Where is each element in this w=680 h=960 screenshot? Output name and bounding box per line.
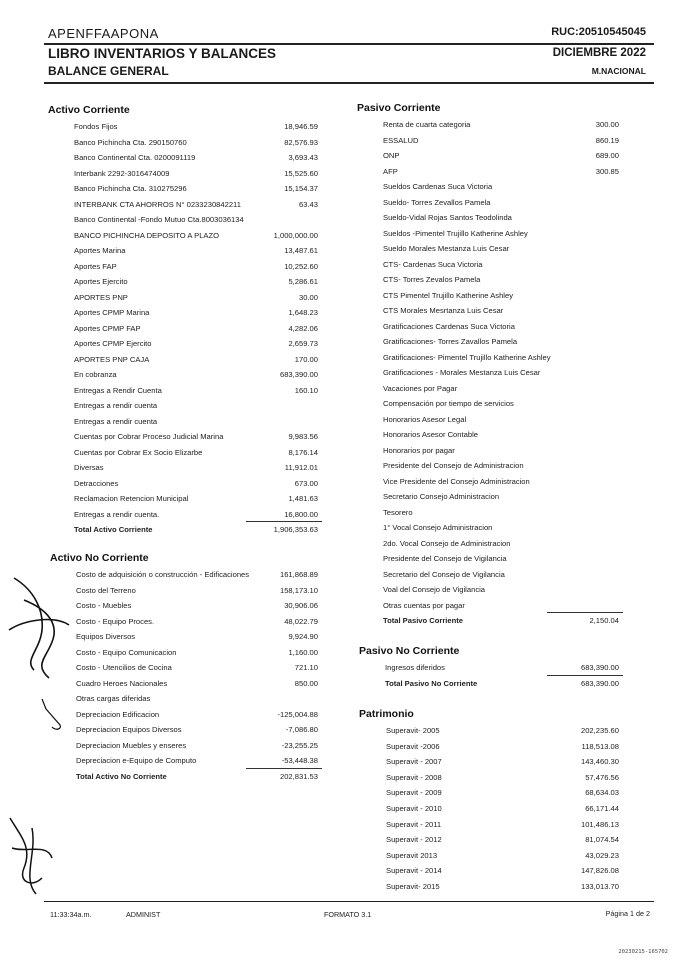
line-item-label: Sueldo Morales Mestanza Luis Cesar (383, 244, 510, 253)
line-item-label: Entregas a rendir cuenta (74, 401, 158, 410)
footer-rule (44, 901, 654, 902)
line-item-amount: 63.43 (298, 199, 318, 209)
line-item-label: Equipos Diversos (76, 632, 136, 641)
line-item-label: Presidente del Consejo de Vigilancia (383, 554, 507, 563)
line-item (383, 365, 643, 380)
total-amount: 1,906,353.63 (273, 525, 318, 534)
line-item (76, 598, 326, 613)
line-item (386, 817, 646, 832)
total-amount: 202,831.53 (279, 771, 318, 781)
line-item-amount: 683,390.00 (580, 663, 619, 672)
line-item-label: Interbank 2292-3016474009 (74, 168, 170, 178)
line-item (383, 303, 643, 318)
line-item (383, 381, 643, 396)
line-item (383, 117, 643, 132)
line-item-label: Ingresos diferidos (385, 663, 445, 672)
line-item-label: Diversas (74, 463, 104, 472)
line-item-label: Compensación por tiempo de servicios (383, 399, 514, 408)
line-item-amount: 30,906.06 (284, 601, 318, 610)
line-item-amount: 850.00 (294, 678, 318, 688)
line-item-label: Superavit - 2008 (386, 772, 442, 782)
line-item-amount: 673.00 (294, 478, 318, 488)
line-item-label: Aportes CPMP FAP (74, 323, 141, 333)
line-item (76, 753, 326, 768)
line-item-label: Honorarios Asesor Contable (383, 430, 478, 439)
line-item (383, 319, 643, 334)
line-item-label: Costo - Utencilios de Cocina (76, 663, 172, 672)
line-item-amount: 158,173.10 (279, 585, 318, 595)
line-item-label: Superavit - 2014 (386, 866, 442, 876)
line-item-amount: 15,525.60 (284, 168, 318, 178)
line-item-label: Aportes FAP (74, 261, 117, 271)
line-item-amount: 300.85 (595, 166, 619, 176)
line-item-amount: 1,160.00 (288, 647, 318, 657)
total-label: Total Activo No Corriente (76, 771, 167, 781)
line-item (74, 460, 324, 475)
line-item (383, 257, 643, 272)
line-item (74, 212, 324, 227)
line-item-label: Entregas a rendir cuenta (74, 416, 158, 426)
line-item-label: Aportes CPMP Ejercito (74, 339, 152, 348)
line-item (383, 536, 643, 551)
ruc-number: RUC:20510545045 (551, 26, 646, 38)
statement-title: BALANCE GENERAL (48, 64, 169, 78)
line-item (386, 848, 646, 863)
company-name: APENFFAAPONA (48, 26, 159, 41)
line-item-amount: 160.10 (294, 385, 318, 395)
line-item (383, 288, 643, 303)
line-item (74, 305, 324, 320)
footer-page-number: Página 1 de 2 (605, 909, 650, 918)
line-item (74, 476, 324, 491)
line-item (383, 489, 643, 504)
line-item (74, 491, 324, 506)
line-item (76, 583, 326, 598)
line-item (383, 458, 643, 473)
line-item-label: INTERBANK CTA AHORROS N° 0233230842211 (74, 199, 241, 209)
line-item (74, 166, 324, 181)
line-item (386, 863, 646, 878)
line-item-label: Sueldo-Vidal Rojas Santos Teodolinda (383, 213, 512, 222)
line-item-label: Gratificaciones- Torres Zavallos Pamela (383, 337, 518, 346)
total-label: Total Pasivo Corriente (383, 616, 464, 625)
line-item (74, 181, 324, 196)
line-item (383, 179, 643, 194)
line-item-amount: 3,693.43 (288, 153, 318, 162)
line-item (74, 429, 324, 444)
line-item-amount: 118,513.08 (581, 741, 619, 751)
line-item-label: Honorarios Asesor Legal (383, 414, 467, 424)
total-row (383, 613, 643, 628)
line-item-label: ONP (383, 151, 400, 160)
line-item-label: CTS- Torres Zevalos Pamela (383, 275, 481, 284)
line-item (383, 567, 643, 582)
footer-format: FORMATO 3.1 (324, 910, 372, 919)
footer-user: ADMINIST (126, 910, 161, 919)
line-item-amount: 101,486.13 (580, 819, 619, 829)
line-item-amount: 860.19 (595, 135, 619, 145)
line-item-label: APORTES PNP (74, 292, 128, 302)
line-item-label: Entregas a Rendir Cuenta (74, 385, 162, 395)
activo-corriente-title: Activo Corriente (48, 104, 130, 116)
line-item (383, 396, 643, 411)
line-item-label: ESSALUD (383, 135, 419, 145)
line-item-amount: 68,634.03 (585, 788, 619, 798)
line-item-label: Banco Continental -Fondo Mutuo Cta.8003036134 (74, 215, 244, 224)
line-item-label: Superavit- 2005 (386, 726, 440, 735)
total-row (74, 522, 324, 537)
line-item (76, 660, 326, 675)
total-row (385, 676, 645, 691)
line-item (383, 474, 643, 489)
line-item (383, 505, 643, 520)
line-item-label: Superavit 2013 (386, 850, 438, 860)
line-item (383, 412, 643, 427)
line-item-label: Sueldo- Torres Zevallos Pamela (383, 197, 491, 207)
line-item-label: Banco Pichincha Cta. 310275296 (74, 184, 187, 193)
line-item-label: Superavit - 2010 (386, 804, 442, 813)
line-item (383, 443, 643, 458)
line-item-label: 2do. Vocal Consejo de Administracion (383, 538, 511, 548)
line-item (383, 520, 643, 535)
header-bottom-rule (44, 82, 654, 84)
line-item-label: Vice Presidente del Consejo Administracion (383, 476, 530, 486)
line-item-label: AFP (383, 166, 398, 176)
line-item-label: Renta de cuarta categoria (383, 120, 471, 129)
line-item (76, 629, 326, 644)
line-item-label: Secretario del Consejo de Vigilancia (383, 569, 505, 579)
footer-time: 11:33:34a.m. (50, 910, 92, 919)
line-item-label: CTS Morales Mesrtanza Luis Cesar (383, 306, 504, 315)
line-item (383, 164, 643, 179)
line-item (74, 445, 324, 460)
line-item-label: Costo - Muebles (76, 601, 132, 610)
line-item-label: Superavit - 2012 (386, 835, 442, 845)
line-item-amount: 82,576.93 (284, 137, 318, 147)
line-item (74, 414, 324, 429)
line-item-amount: 1,481.63 (288, 494, 318, 503)
line-item-label: CTS Pimentel Trujillo Katherine Ashley (383, 290, 513, 300)
line-item-amount: -53,448.38 (281, 756, 318, 765)
line-item (76, 567, 326, 582)
patrimonio-title: Patrimonio (359, 708, 414, 720)
line-item (383, 272, 643, 287)
line-item (383, 334, 643, 349)
line-item-amount: 30.00 (298, 292, 318, 302)
line-item (386, 879, 646, 894)
line-item-label: Gratificaciones- Pimentel Trujillo Katherine Ashley (383, 352, 551, 362)
line-item (74, 367, 324, 382)
line-item-label: Sueldos Cardenas Suca Victoria (383, 182, 493, 191)
line-item-label: Superavit -2006 (386, 741, 440, 751)
total-row (76, 769, 326, 784)
line-item-amount: 683,390.00 (279, 370, 318, 379)
line-item-label: Entregas a rendir cuenta. (74, 509, 160, 519)
line-item (74, 228, 324, 243)
line-item-label: Costo - Equipo Comunicacion (76, 647, 177, 657)
line-item-amount: 43,029.23 (585, 850, 619, 860)
line-item-amount: 57,476.56 (585, 772, 619, 782)
initials-mark (2, 808, 62, 898)
line-item (383, 350, 643, 365)
line-item-label: Depreciacion Edificacion (76, 709, 160, 719)
line-item-amount: 147,826.08 (580, 866, 619, 876)
line-item (74, 135, 324, 150)
line-item (76, 738, 326, 753)
line-item (74, 336, 324, 351)
line-item (386, 754, 646, 769)
line-item (74, 507, 324, 522)
line-item-label: Superavit - 2009 (386, 788, 442, 798)
line-item (386, 723, 646, 738)
line-item-label: Cuentas por Cobrar Proceso Judicial Marina (74, 432, 224, 441)
line-item-label: Costo - Equipo Proces. (76, 616, 155, 626)
line-item (383, 195, 643, 210)
line-item-amount: 689.00 (595, 151, 619, 160)
line-item-amount: 81,074.54 (585, 835, 619, 845)
line-item-label: Superavit - 2007 (386, 757, 442, 767)
total-amount: 2,150.04 (589, 616, 619, 625)
scan-id: 20230215-165702 (618, 949, 668, 955)
line-item (76, 614, 326, 629)
line-item (74, 383, 324, 398)
line-item-label: BANCO PICHINCHA DEPOSITO A PLAZO (74, 230, 220, 240)
currency-label: M.NACIONAL (591, 66, 646, 76)
line-item (74, 197, 324, 212)
line-item (383, 241, 643, 256)
line-item-amount: 13,487.61 (284, 246, 318, 255)
line-item-amount: 4,282.06 (288, 323, 318, 333)
line-item (76, 707, 326, 722)
line-item-label: Cuadro Heroes Nacionales (76, 678, 168, 688)
tick-mark (38, 695, 68, 735)
total-label: Total Pasivo No Corriente (385, 678, 478, 688)
line-item (76, 722, 326, 737)
book-title: LIBRO INVENTARIOS Y BALANCES (48, 46, 277, 61)
line-item (386, 739, 646, 754)
line-item-amount: 18,946.59 (284, 122, 318, 131)
line-item-amount: 133,013.70 (580, 882, 619, 891)
line-item-label: Banco Pichincha Cta. 290150760 (74, 137, 187, 147)
line-item (74, 259, 324, 274)
line-item (383, 598, 643, 613)
line-item-label: Tesorero (383, 507, 413, 517)
line-item-amount: -23,255.25 (281, 740, 318, 750)
line-item (383, 133, 643, 148)
line-item (74, 119, 324, 134)
line-item-amount: 15,154.37 (284, 184, 318, 193)
line-item-amount: 66,171.44 (585, 804, 619, 813)
line-item (74, 290, 324, 305)
line-item (386, 801, 646, 816)
line-item-label: Depreciacion Equipos Diversos (76, 725, 182, 734)
line-item-label: Gratificaciones Cardenas Suca Victoria (383, 321, 515, 331)
header-top-rule (44, 43, 654, 45)
line-item-amount: 1,648.23 (288, 308, 318, 317)
line-item-amount: 2,659.73 (288, 339, 318, 348)
line-item-amount: 48,022.79 (284, 616, 318, 626)
line-item-amount: 1,000,000.00 (273, 230, 318, 240)
line-item (74, 321, 324, 336)
line-item-label: CTS- Cardenas Suca Victoria (383, 259, 483, 269)
line-item-label: Aportes CPMP Marina (74, 308, 150, 317)
line-item (386, 832, 646, 847)
line-item (76, 691, 326, 706)
total-amount: 683,390.00 (580, 678, 619, 688)
line-item (383, 427, 643, 442)
line-item-label: Gratificaciones - Morales Mestanza Luis Cesar (383, 368, 541, 377)
line-item (386, 785, 646, 800)
line-item-label: Depreciacion Muebles y enseres (76, 740, 187, 750)
line-item (383, 210, 643, 225)
line-item (76, 645, 326, 660)
line-item-label: Presidente del Consejo de Administracion (383, 461, 524, 470)
line-item-label: Secretario Consejo Administracion (383, 492, 500, 501)
line-item (74, 274, 324, 289)
line-item-amount: 721.10 (294, 663, 318, 672)
line-item-label: Costo de adquisición o construcción - Edificaciones (76, 570, 250, 579)
line-item-label: Cuentas por Cobrar Ex Socio Elizarbe (74, 447, 203, 457)
line-item-label: 1° Vocal Consejo Administracion (383, 523, 493, 532)
line-item-label: En cobranza (74, 370, 117, 379)
line-item-label: Superavit - 2011 (386, 819, 442, 829)
line-item-amount: 16,800.00 (284, 509, 318, 519)
line-item (386, 770, 646, 785)
line-item (383, 551, 643, 566)
line-item-label: Superavit- 2015 (386, 882, 440, 891)
line-item-amount: 202,235.60 (580, 726, 619, 735)
line-item (74, 243, 324, 258)
line-item-amount: 300.00 (595, 120, 619, 129)
line-item-amount: 143,460.30 (580, 757, 619, 767)
line-item (383, 582, 643, 597)
line-item-label: Honorarios por pagar (383, 445, 455, 455)
line-item-label: Aportes Marina (74, 246, 126, 255)
line-item-amount: -7,086.80 (285, 725, 318, 734)
line-item-label: Otras cargas diferidas (76, 694, 151, 703)
line-item-label: Depreciacion e-Equipo de Computo (76, 756, 197, 765)
activo-no-corriente-title: Activo No Corriente (50, 552, 149, 564)
line-item-amount: -125,004.88 (277, 709, 318, 719)
pasivo-no-corriente-title: Pasivo No Corriente (359, 645, 460, 657)
line-item-amount: 10,252.60 (284, 261, 318, 271)
line-item-label: Vacaciones por Pagar (383, 383, 458, 393)
line-item-label: Reclamacion Retencion Municipal (74, 494, 189, 503)
line-item-amount: 9,983.56 (288, 432, 318, 441)
total-label: Total Activo Corriente (74, 525, 153, 534)
line-item (76, 676, 326, 691)
line-item (385, 660, 645, 675)
line-item-amount: 11,912.01 (284, 463, 318, 472)
line-item-label: APORTES PNP CAJA (74, 354, 150, 364)
period-label: DICIEMBRE 2022 (552, 47, 646, 59)
line-item-label: Fondos Fijos (74, 122, 118, 131)
line-item-label: Detracciones (74, 478, 119, 488)
line-item-label: Costo del Terreno (76, 585, 136, 595)
line-item (74, 398, 324, 413)
line-item-label: Aportes Ejercito (74, 277, 128, 286)
line-item (74, 150, 324, 165)
pasivo-corriente-title: Pasivo Corriente (357, 102, 441, 114)
line-item-amount: 161,868.89 (279, 570, 318, 579)
line-item-label: Otras cuentas por pagar (383, 600, 465, 610)
signature-mark (4, 570, 74, 690)
line-item (74, 352, 324, 367)
line-item-label: Sueldos -Pimentel Trujillo Katherine Ashley (383, 228, 528, 238)
line-item-amount: 170.00 (294, 354, 318, 364)
line-item-amount: 8,176.14 (288, 447, 318, 457)
line-item (383, 148, 643, 163)
line-item (383, 226, 643, 241)
line-item-amount: 9,924.90 (288, 632, 318, 641)
line-item-amount: 5,286.61 (288, 277, 318, 286)
line-item-label: Banco Continental Cta. 0200091119 (74, 153, 196, 162)
line-item-label: Voal del Consejo de Vigilancia (383, 585, 486, 594)
